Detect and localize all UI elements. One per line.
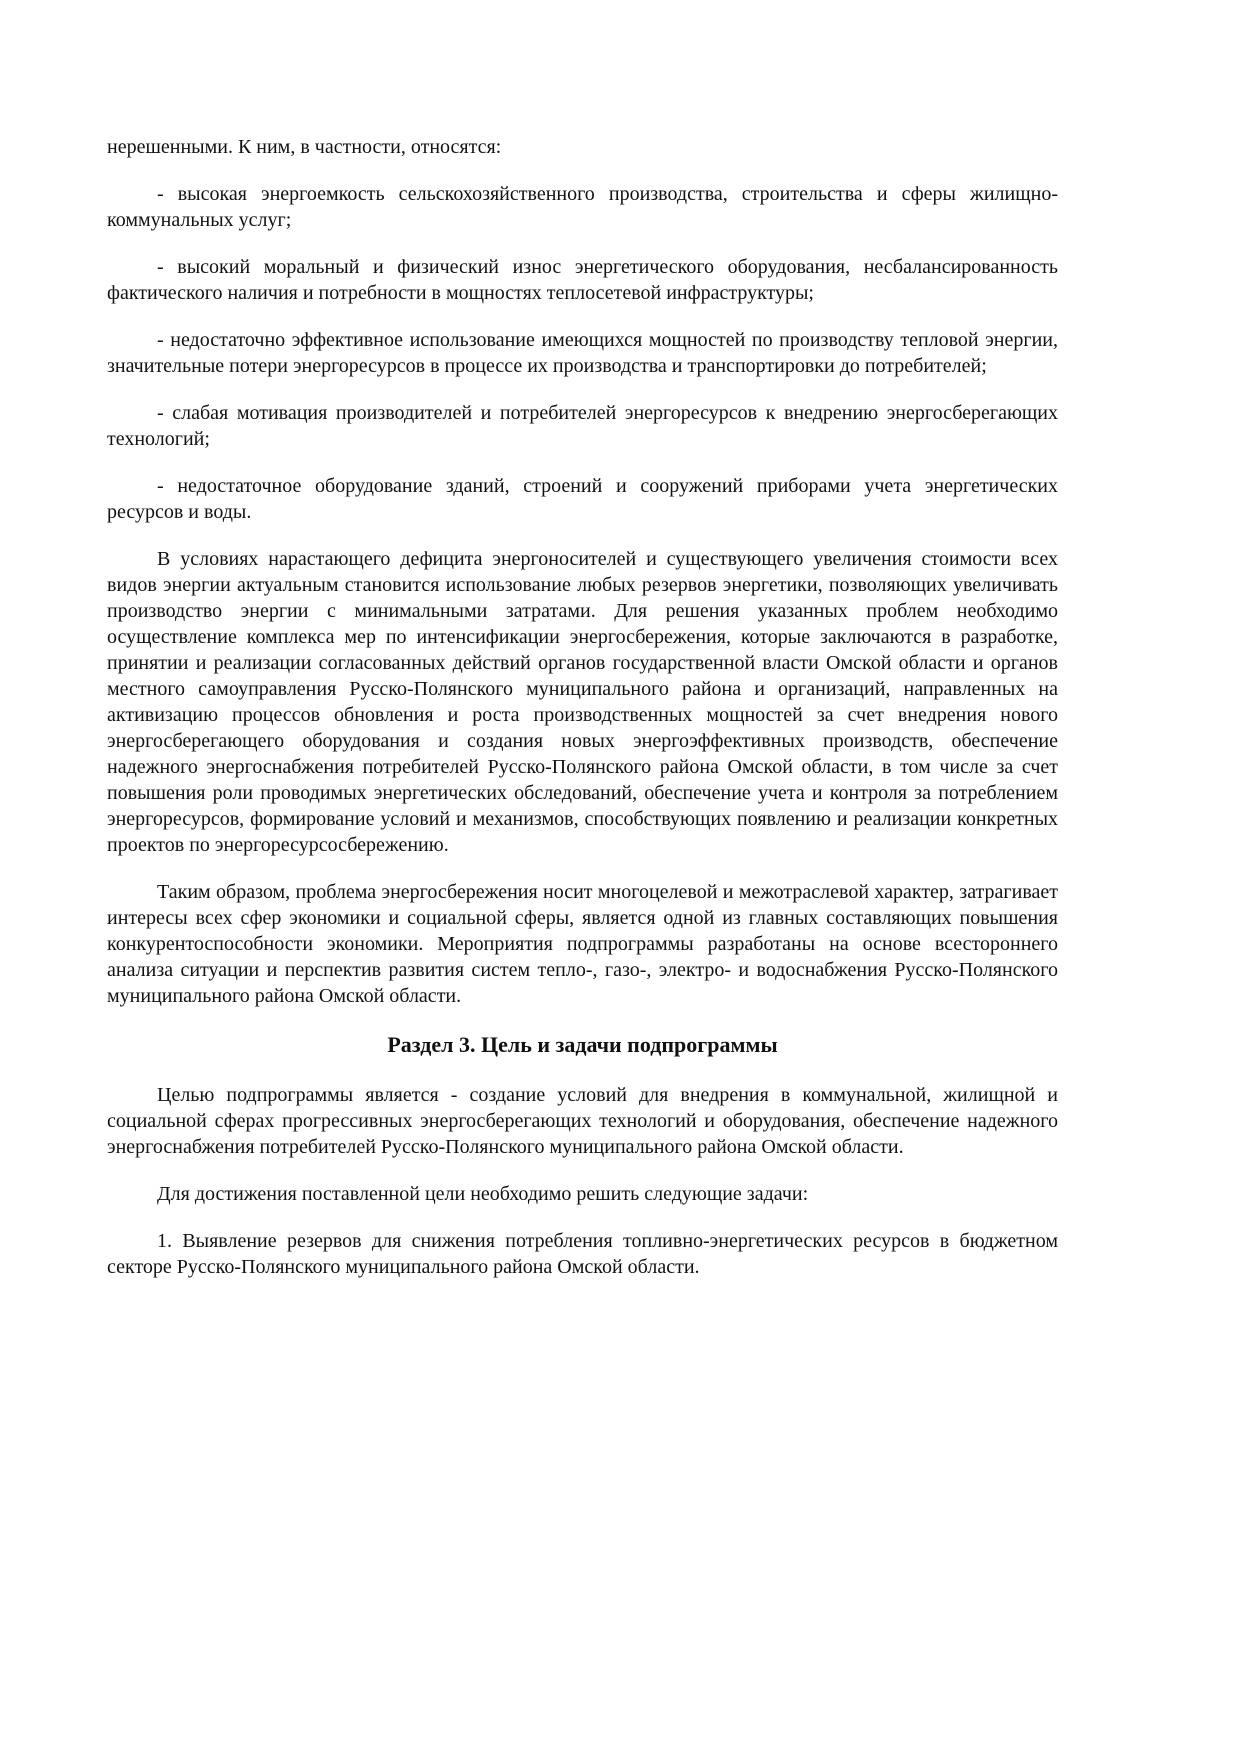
section-heading: Раздел 3. Цель и задачи подпрограммы <box>387 1032 778 1057</box>
paragraph: Таким образом, проблема энергосбережения носит многоцелевой и межотраслевой характер, затрагивает интересы всех сфер экономики и социальной сферы, является одной из главных составляющих повышения конкурентоспособности экономики. Мероприятия подпрограммы разработаны на основе всестороннего анализа ситуации и перспектив развития систем тепло-, газо-, электро- и водоснабжения Русско-Полянского муниципального района Омской области. <box>107 881 1058 1007</box>
paragraph: Целью подпрограммы является - создание условий для внедрения в коммунальной, жилищной и социальной сферах прогрессивных энергосберегающих технологий и оборудования, обеспечение надежного энергоснабжения потребителей Русско-Полянского муниципального района Омской области. <box>107 1084 1058 1158</box>
list-item: 1. Выявление резервов для снижения потребления топливно-энергетических ресурсов в бюджетном секторе Русско-Полянского муниципального района Омской области. <box>107 1230 1058 1278</box>
paragraph: В условиях нарастающего дефицита энергоносителей и существующего увеличения стоимости всех видов энергии актуальным становится использование любых резервов энергетики, позволяющих увеличивать производство энергии с минимальными затратами. Для решения указанных проблем необходимо осуществление комплекса мер по интенсификации энергосбережения, которые заключаются в разработке, принятии и реализации согласованных действий органов государственной власти Омской области и органов местного самоуправления Русско-Полянского муниципального района и организаций, направленных на активизацию процессов обновления и роста производственных мощностей за счет внедрения нового энергосберегающего оборудования и создания новых энергоэффективных производств, обеспечение надежного энергоснабжения потребителей Русско-Полянского района Омской области, в том числе за счет повышения роли проводимых энергетических обследований, обеспечение учета и контроля за потреблением энергоресурсов, формирование условий и механизмов, способствующих появлению и реализации конкретных проектов по энергоресурсосбережению. <box>107 548 1058 856</box>
paragraph: Для достижения поставленной цели необходимо решить следующие задачи: <box>157 1183 809 1205</box>
document-page <box>107 134 1058 1301</box>
list-item: - недостаточно эффективное использование имеющихся мощностей по производству тепловой энергии, значительные потери энергоресурсов в процессе их производства и транспортировки до потребителей; <box>107 329 1058 377</box>
list-item: - высокий моральный и физический износ энергетического оборудования, несбалансированность фактического наличия и потребности в мощностях теплосетевой инфраструктуры; <box>107 256 1058 304</box>
list-item: - недостаточное оборудование зданий, строений и сооружений приборами учета энергетических ресурсов и воды. <box>107 475 1058 523</box>
list-item: - высокая энергоемкость сельскохозяйственного производства, строительства и сферы жилищно-коммунальных услуг; <box>107 183 1058 231</box>
paragraph: нерешенными. К ним, в частности, относятся: <box>107 136 502 158</box>
list-item: - слабая мотивация производителей и потребителей энергоресурсов к внедрению энергосберегающих технологий; <box>107 402 1058 450</box>
